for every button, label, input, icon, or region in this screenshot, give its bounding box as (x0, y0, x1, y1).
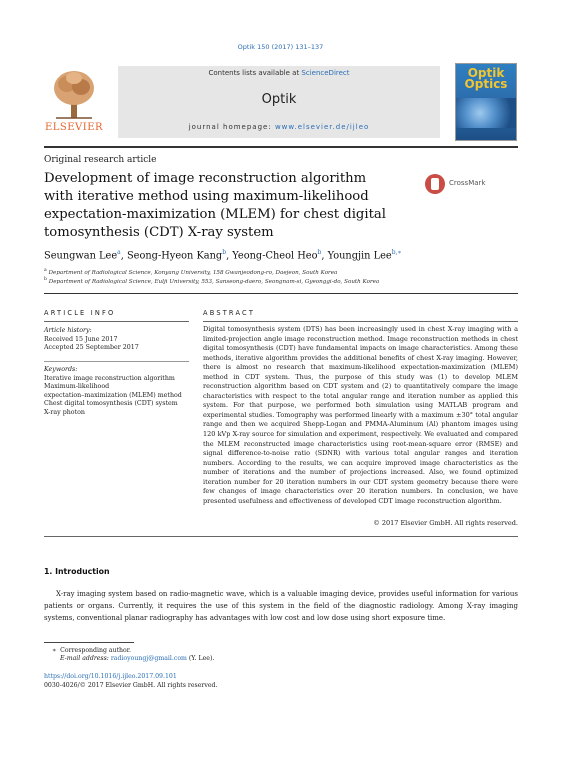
email-suffix: (Y. Lee). (186, 655, 215, 662)
crossmark-badge[interactable] (425, 172, 517, 196)
journal-banner (118, 66, 440, 138)
crossmark-label: CrossMark (449, 179, 486, 187)
author-separator: , (321, 250, 328, 262)
tree-icon (50, 68, 98, 120)
journal-cover-image[interactable] (455, 63, 517, 141)
introduction-heading: 1. Introduction (44, 567, 110, 576)
abstract-divider (203, 321, 518, 322)
crossmark-icon (425, 174, 445, 194)
author-affiliation-mark[interactable]: b,∗ (391, 249, 402, 256)
footnote-divider (44, 642, 134, 643)
info-divider (44, 321, 189, 322)
author-affiliation-mark[interactable]: a (117, 249, 121, 256)
cover-title (456, 68, 516, 90)
affiliation (44, 268, 337, 276)
article-title: Development of image reconstruction algorithm with iterative method using maximum-likelihood expectation-maximization (MLEM) for chest digital tomosynthesis (CDT) X-ray system (44, 171, 386, 240)
received-date: Received 15 June 2017 (44, 335, 118, 343)
history-label: Article history: (44, 327, 92, 334)
contents-prefix: Contents lists available at (208, 69, 302, 77)
keyword: Maximum-likelihood (44, 383, 110, 391)
elsevier-logo[interactable] (44, 66, 104, 136)
sciencedirect-link[interactable]: ScienceDirect (301, 69, 350, 77)
corresponding-author-note (52, 647, 131, 654)
author-list (44, 249, 402, 261)
author-name[interactable]: Yeong-Cheol Heo (232, 250, 318, 262)
keywords-label: Keywords: (44, 366, 78, 373)
affiliation-text: Department of Radiological Science, Eulji University, 553, Sanseong-daero, Seongnam-si, Gyeonggi-do, South Korea (48, 278, 380, 285)
affiliation (44, 277, 379, 285)
homepage-prefix: journal homepage: (188, 123, 275, 131)
keyword: Chest digital tomosynthesis (CDT) system (44, 400, 178, 408)
keyword: expectation–maximization (MLEM) method (44, 391, 182, 399)
affiliation-mark: a (44, 268, 47, 273)
introduction-text: X-ray imaging system based on radio-magnetic wave, which is a valuable imaging device, provides useful information for various patients or organs. Currently, it requires the use of this system in the field of the diagnostic radiology. Among X-ray imaging systems, conventional planar radiography has advantages with low cost and low dose using short exposure time. (44, 590, 518, 623)
abstract-text: Digital tomosynthesis system (DTS) has been increasingly used in chest X-ray imaging with a limited-projection angle image reconstruction method. Image reconstruction methods in chest digital tomosynthesis (CDT) have fundamental impacts on image characteristics. Among these methods, iterative algorithm provides the additional benefits of chest X-ray imaging. However, there is almost no research that maximum-likelihood expectation-maximization (MLEM) method in CDT system. Thus, the purpose of this study was (1) to develop MLEM reconstruction algorithm based on CDT system and (2) to quantitatively compare the image characteristics with respect to the total angular range and iteration number as applied this system. For that purpose, we performed both simulation using MATLAB program and experimental studies. Tomography was performed linearly with a maximum ±30° total angular range and then we acquired Shepp-Logan and PMMA-Aluminum (Al) phantom images using 120 kVp X-ray source for simulation and experiment, respectively. We evaluated and compared the MLEM reconstructed image characteristics using root-mean-square error (RMSE) and signal difference-to-noise ratio (SDNR) with various total angular ranges and iteration numbers. According to the results, we can acquire improved image characteristics as the number of iterations and the number of projections increased. Also, we found optimized iteration number for 20 iteration numbers in our CDT system geometry because there were few changes of image characteristics over 20 iteration numbers. In conclusion, we have presented usefulness and effectiveness of developed CDT image reconstruction algorithm. (203, 325, 518, 505)
author-affiliation-mark[interactable]: b (222, 249, 227, 256)
author-separator: , (226, 250, 233, 262)
cover-illustration (456, 98, 516, 128)
footnote-mark: ∗ (52, 647, 57, 654)
corresponding-label: Corresponding author. (60, 647, 132, 654)
author-name[interactable]: Youngjin Lee (327, 250, 392, 262)
keyword: X-ray photon (44, 408, 85, 416)
issn-line: 0030-4026/© 2017 Elsevier GmbH. All rights reserved. (44, 682, 218, 689)
elsevier-wordmark: ELSEVIER (44, 122, 104, 133)
header-divider (44, 146, 518, 148)
journal-title: Optik (261, 92, 297, 107)
email-link[interactable]: radioyoungj@gmail.com (110, 655, 187, 662)
article-info-heading: ARTICLE INFO (44, 309, 116, 317)
keywords (44, 366, 189, 418)
affiliation-mark: b (44, 277, 47, 282)
article-history (44, 327, 189, 353)
abstract-heading: ABSTRACT (203, 309, 256, 317)
abstract-copyright: © 2017 Elsevier GmbH. All rights reserved. (373, 519, 518, 527)
accepted-date: Accepted 25 September 2017 (44, 344, 139, 352)
author-separator: , (120, 250, 127, 262)
affiliation-text: Department of Radiological Science, Konyang University, 158 Gwanjeodong-ro, Daejeon, South Korea (48, 269, 338, 276)
author-name[interactable]: Seungwan Lee (44, 250, 118, 262)
homepage-link[interactable]: www.elsevier.de/ijleo (274, 123, 370, 131)
email-label: E-mail address: (60, 655, 109, 662)
contents-line (118, 69, 440, 77)
homepage-line (118, 123, 440, 131)
journal-reference[interactable]: Optik 150 (2017) 131–137 (237, 43, 324, 51)
journal-header (44, 66, 518, 142)
article-type: Original research article (44, 155, 157, 165)
abstract-end-divider (44, 536, 518, 537)
author-affiliation-mark[interactable]: b (317, 249, 322, 256)
keyword: Iterative image reconstruction algorithm (44, 374, 175, 382)
history-divider (44, 361, 189, 362)
cover-title-line1: Optik (467, 66, 505, 80)
cover-title-line2: Optics (464, 77, 508, 91)
email-note (60, 655, 214, 662)
doi-link[interactable]: https://doi.org/10.1016/j.ijleo.2017.09.101 (44, 673, 177, 680)
author-name[interactable]: Seong-Hyeon Kang (126, 250, 223, 262)
affiliation-divider (44, 293, 518, 294)
